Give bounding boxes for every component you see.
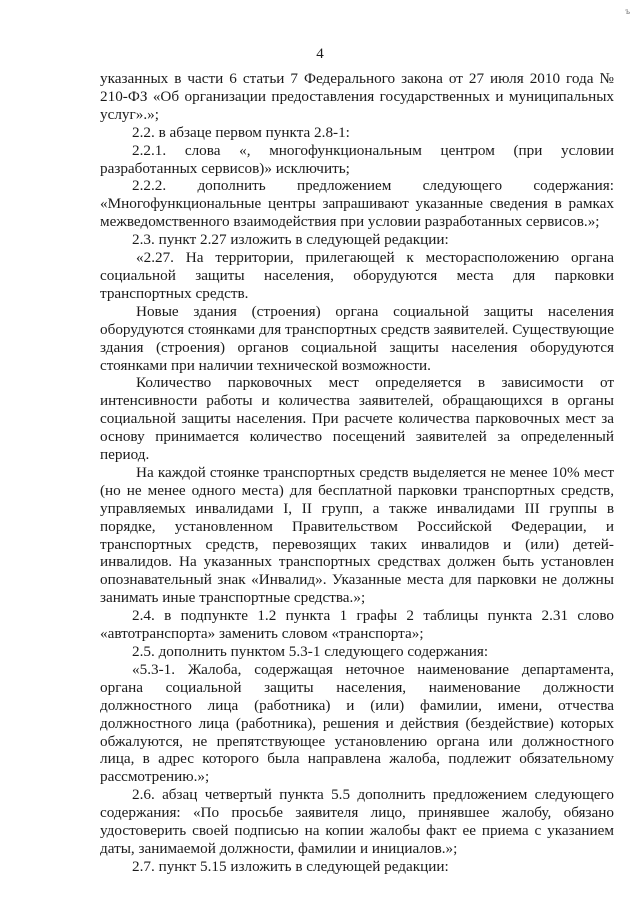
paragraph-2-7: 2.7. пункт 5.15 изложить в следующей редакции:: [132, 857, 449, 875]
paragraph-2-2-1: 2.2.1. слова «, многофункциональным центром (при условии разработанных сервисов)» исключить;: [100, 141, 614, 177]
paragraph-new-buildings: Новые здания (строения) органа социальной защиты населения оборудуются стоянками для транспортных средств заявителей. Существующие здания (строения) органов социальной защиты населения оборудуются стоянками при наличии технической возможности.: [100, 302, 614, 374]
page-number: 4: [316, 46, 324, 62]
paragraph-5-3-1: «5.3-1. Жалоба, содержащая неточное наименование департамента, органа социальной защиты населения, наименование должности должностного лица (работника) и (или) фамилии, имени, отчества должностного лица (работника), решения и действия (бездействие) которых обжалуются, не препятствующее установлению органа или должностного лица, в адрес которого была направлена жалоба, подлежит обязательному рассмотрению.»;: [100, 660, 614, 786]
paragraph-2-4: 2.4. в подпункте 1.2 пункта 1 графы 2 таблицы пункта 2.31 слово «автотранспорта» заменить словом «транспорта»;: [100, 607, 614, 643]
paragraph-parking-count: Количество парковочных мест определяется в зависимости от интенсивности работы и количества заявителей, обращающихся в органы социальной защиты населения. При расчете количества парковочных мест за основу принимается количество посещений заявителей за определенный период.: [100, 374, 614, 464]
paragraph-2-2: 2.2. в абзаце первом пункта 2.8-1:: [132, 123, 350, 141]
document-body: [100, 70, 614, 876]
paragraph-2-6: 2.6. абзац четвертый пункта 5.5 дополнить предложением следующего содержания: «По просьбе заявителя лицо, принявшее жалобу, обязано удостоверить своей подписью на копии жалобы факт ее приема с указанием даты, занимаемой должности, фамилии и инициалов.»;: [100, 786, 614, 857]
paragraph-law-reference: указанных в части 6 статьи 7 Федерального закона от 27 июля 2010 года № 210-ФЗ «Об организации предоставления государственных и муниципальных услуг».»;: [100, 70, 614, 123]
paragraph-2-2-2: 2.2.2. дополнить предложением следующего содержания: «Многофункциональные центры запрашивают указанные сведения в рамках межведомственного взаимодействия при условии разработанных сервисов.»;: [100, 177, 614, 231]
paragraph-2-27-territory: «2.27. На территории, прилегающей к месторасположению органа социальной защиты населения, оборудуются места для парковки транспортных средств.: [100, 249, 614, 302]
corner-mark: ъ: [625, 6, 630, 16]
paragraph-2-3: 2.3. пункт 2.27 изложить в следующей редакции:: [132, 231, 449, 249]
paragraph-disabled-parking: На каждой стоянке транспортных средств выделяется не менее 10% мест (но не менее одного места) для бесплатной парковки транспортных средств, управляемых инвалидами I, II групп, а также инвалидами III группы в порядке, установленном Правительством Российской Федерации, и транспортных средств, перевозящих таких инвалидов и (или) детей-инвалидов. На указанных транспортных средствах должен быть установлен опознавательный знак «Инвалид». Указанные места для парковки не должны занимать иные транспортные средства.»;: [100, 463, 614, 607]
paragraph-2-5: 2.5. дополнить пунктом 5.3-1 следующего содержания:: [132, 643, 489, 660]
